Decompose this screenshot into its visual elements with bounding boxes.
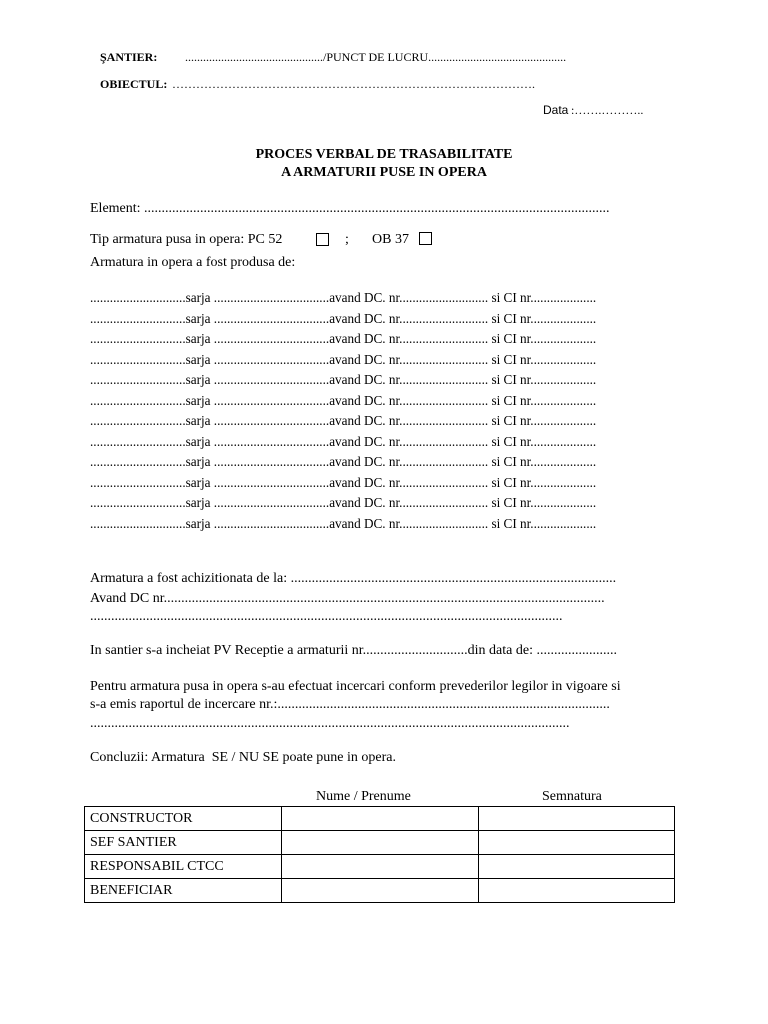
santier-punct-lucru-field[interactable]: ............................................../PUNCT DE LUCRU.............................................. xyxy=(185,50,567,64)
obiectul-label: OBIECTUL: xyxy=(100,77,168,91)
sarja-row[interactable]: .............................sarja ...................................avand DC. nr........................... si CI nr.................... xyxy=(90,413,597,428)
ob37-label: OB 37 xyxy=(372,232,409,247)
incercari-extra-line[interactable]: ......................................................................................................................................... xyxy=(90,716,570,731)
sarja-row[interactable]: .............................sarja ...................................avand DC. nr........................... si CI nr.................... xyxy=(90,331,597,346)
sarja-row[interactable]: .............................sarja ...................................avand DC. nr........................... si CI nr.................... xyxy=(90,495,597,510)
role-cell: CONSTRUCTOR xyxy=(85,807,282,831)
document-subtitle: A ARMATURII PUSE IN OPERA xyxy=(281,165,487,180)
signature-table xyxy=(84,806,675,903)
pc52-checkbox[interactable] xyxy=(316,233,329,246)
sarja-row[interactable]: .............................sarja ...................................avand DC. nr........................... si CI nr.................... xyxy=(90,515,597,531)
table-row xyxy=(85,807,675,831)
produsa-label: Armatura in opera a fost produsa de: xyxy=(90,255,296,270)
sarja-row[interactable]: .............................sarja ...................................avand DC. nr........................... si CI nr.................... xyxy=(90,372,597,387)
ob37-checkbox[interactable] xyxy=(419,232,432,245)
sarja-row[interactable]: .............................sarja ...................................avand DC. nr........................... si CI nr.................... xyxy=(90,454,597,469)
sarja-row[interactable]: .............................sarja ...................................avand DC. nr........................... si CI nr.................... xyxy=(90,433,597,449)
santier-label: ŞANTIER: xyxy=(100,50,158,64)
tip-armatura-label: Tip armatura pusa in opera: PC 52 xyxy=(90,232,283,247)
table-row xyxy=(85,855,675,879)
raport-incercare-field[interactable]: s-a emis raportul de incercare nr.:............................................................................................... xyxy=(90,697,610,712)
concluzii-text: Concluzii: Armatura SE / NU SE poate pune in opera. xyxy=(90,750,396,765)
name-cell[interactable] xyxy=(282,807,479,831)
signature-cell[interactable] xyxy=(479,855,675,879)
sarja-row[interactable]: .............................sarja ...................................avand DC. nr........................... si CI nr.................... xyxy=(90,351,597,367)
column-header-nume: Nume / Prenume xyxy=(316,789,411,804)
sarja-row[interactable]: .............................sarja ...................................avand DC. nr........................... si CI nr.................... xyxy=(90,474,597,490)
role-cell: RESPONSABIL CTCC xyxy=(85,855,282,879)
achizitie-extra-line[interactable]: ....................................................................................................................................... xyxy=(90,609,563,624)
name-cell[interactable] xyxy=(282,855,479,879)
incercari-text: Pentru armatura pusa in opera s-au efectuat incercari conform prevederilor legilor in vigoare si xyxy=(90,679,621,694)
data-field[interactable]: :…….……….. xyxy=(571,103,644,117)
tip-separator: ; xyxy=(345,232,349,247)
name-cell[interactable] xyxy=(282,879,479,903)
element-field[interactable]: Element: ..................................................................................................................................... xyxy=(90,201,610,216)
sarja-row[interactable]: .............................sarja ...................................avand DC. nr........................... si CI nr.................... xyxy=(90,392,597,408)
sarja-row[interactable]: .............................sarja ...................................avand DC. nr........................... si CI nr.................... xyxy=(90,310,597,326)
signature-cell[interactable] xyxy=(479,879,675,903)
role-cell: SEF SANTIER xyxy=(85,831,282,855)
column-header-semnatura: Semnatura xyxy=(542,789,602,804)
document-title: PROCES VERBAL DE TRASABILITATE xyxy=(255,147,513,162)
signature-cell[interactable] xyxy=(479,807,675,831)
name-cell[interactable] xyxy=(282,831,479,855)
avand-dc-field[interactable]: Avand DC nr.............................................................................................................................. xyxy=(90,591,605,606)
data-label: Data xyxy=(543,103,569,117)
table-row xyxy=(85,831,675,855)
sarja-row[interactable]: .............................sarja ...................................avand DC. nr........................... si CI nr.................... xyxy=(90,290,597,305)
achizitie-field[interactable]: Armatura a fost achizitionata de la: ............................................................................................. xyxy=(90,571,617,586)
signature-cell[interactable] xyxy=(479,831,675,855)
table-row xyxy=(85,879,675,903)
role-cell: BENEFICIAR xyxy=(85,879,282,903)
obiectul-field[interactable]: ………………………………………………………………………………. xyxy=(172,77,535,91)
receptie-field[interactable]: In santier s-a incheiat PV Receptie a armaturii nr..............................din data de: ....................... xyxy=(90,643,617,658)
